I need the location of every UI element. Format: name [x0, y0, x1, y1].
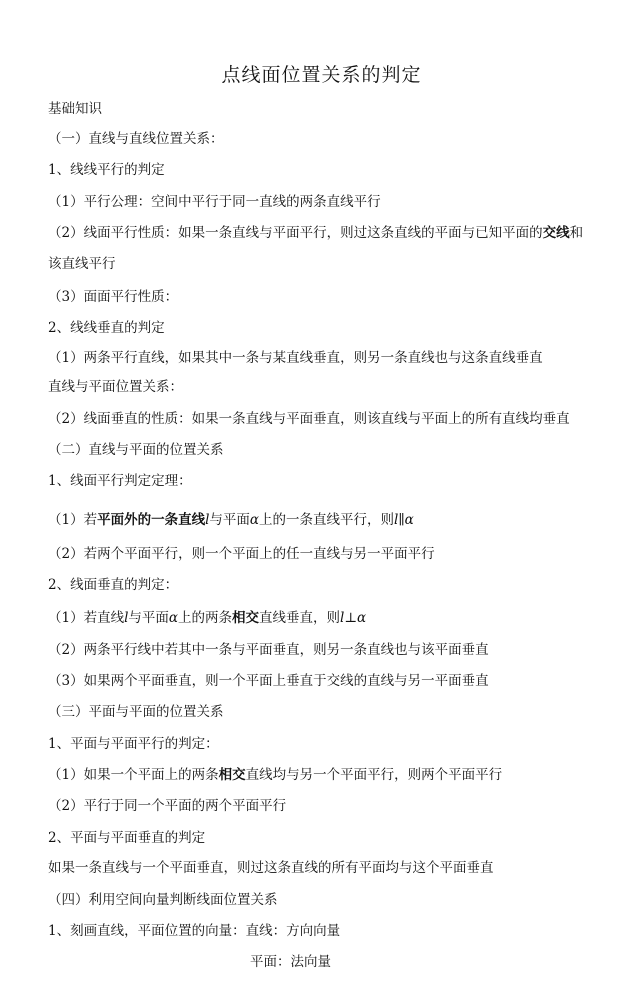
text-line — [48, 441, 224, 459]
text-segment: （一）直线与直线位置关系： — [48, 131, 224, 147]
text-segment: （2）若两个平面平行，则一个平面上的任一直线与另一平面平行 — [48, 546, 435, 562]
text-line — [48, 891, 278, 909]
text-segment: （2）两条平行线中若其中一条与平面垂直，则另一条直线也与该平面垂直 — [48, 642, 489, 658]
text-line — [48, 472, 192, 490]
bold-text: 相交 — [218, 767, 246, 783]
text-segment: 1、线面平行判定定理： — [48, 473, 192, 489]
math-symbol: α — [249, 512, 260, 528]
text-line — [48, 319, 165, 337]
text-segment: （1）若 — [48, 512, 98, 528]
text-line — [48, 922, 340, 940]
text-line — [48, 859, 494, 877]
text-segment: 基础知识 — [48, 101, 102, 117]
text-line — [48, 224, 583, 242]
text-line — [48, 829, 205, 847]
text-line — [48, 576, 178, 594]
text-line — [48, 288, 178, 306]
text-segment: 2、线面垂直的判定： — [48, 577, 179, 593]
math-symbol: l — [124, 610, 129, 626]
text-segment: （2）线面垂直的性质：如果一条直线与平面垂直，则该直线与平面上的所有直线均垂直 — [48, 411, 570, 427]
text-segment: 2、平面与平面垂直的判定 — [48, 830, 206, 846]
text-segment: 2、线线垂直的判定 — [48, 320, 165, 336]
text-line — [48, 349, 543, 367]
text-segment: 上的一条直线平行，则 — [259, 512, 395, 528]
text-segment: （1）如果一个平面上的两条 — [48, 767, 219, 783]
text-line — [48, 193, 381, 211]
text-line — [48, 672, 489, 690]
text-line — [48, 797, 286, 815]
text-line — [48, 735, 219, 753]
text-segment: 直线与平面位置关系： — [48, 379, 183, 395]
text-line — [250, 953, 331, 971]
text-segment: （3）如果两个平面垂直，则一个平面上垂直于交线的直线与另一平面垂直 — [48, 673, 489, 689]
text-segment: 与平面 — [128, 610, 169, 626]
text-segment: （三）平面与平面的位置关系 — [48, 704, 224, 720]
text-segment: （3）面面平行性质： — [48, 289, 179, 305]
text-segment: 上的两条 — [178, 610, 233, 626]
text-segment: （1）若直线 — [48, 610, 125, 626]
text-segment: 该直线平行 — [48, 256, 116, 272]
math-symbol: α — [168, 610, 179, 626]
math-symbol: l∥α — [394, 512, 414, 528]
text-segment: （四）利用空间向量判断线面位置关系 — [48, 892, 278, 908]
text-line — [48, 545, 435, 563]
text-line — [48, 100, 102, 118]
text-line — [48, 130, 224, 148]
text-line — [48, 766, 502, 784]
bold-text: 平面外的一条直线 — [97, 512, 206, 528]
math-symbol: l — [205, 512, 210, 528]
text-segment: （2）线面平行性质：如果一条直线与平面平行，则过这条直线的平面与已知平面的 — [48, 225, 543, 241]
text-line — [48, 609, 366, 627]
text-segment: 1、平面与平面平行的判定： — [48, 736, 219, 752]
math-symbol: l⊥α — [340, 610, 367, 626]
text-segment: （1）平行公理：空间中平行于同一直线的两条直线平行 — [48, 194, 381, 210]
text-line — [48, 703, 224, 721]
text-segment: （1）两条平行直线，如果其中一条与某直线垂直，则另一条直线也与这条直线垂直 — [48, 350, 543, 366]
bold-text: 相交 — [232, 610, 260, 626]
text-segment: （二）直线与平面的位置关系 — [48, 442, 224, 458]
text-segment: 直线均与另一个平面平行，则两个平面平行 — [245, 767, 503, 783]
text-line — [48, 161, 165, 179]
text-segment: 1、刻画直线，平面位置的向量：直线：方向向量 — [48, 923, 341, 939]
text-segment: 与平面 — [209, 512, 250, 528]
text-segment: 和 — [569, 225, 584, 241]
text-line — [48, 255, 116, 273]
text-segment: 平面：法向量 — [250, 954, 331, 970]
text-line — [48, 410, 570, 428]
text-segment: 直线垂直，则 — [259, 610, 341, 626]
text-line — [48, 641, 489, 659]
text-segment: 1、线线平行的判定 — [48, 162, 165, 178]
bold-text: 交线 — [542, 225, 570, 241]
text-line — [48, 511, 414, 529]
page-title: 点线面位置关系的判定 — [221, 64, 422, 86]
text-segment: （2）平行于同一个平面的两个平面平行 — [48, 798, 287, 814]
text-line — [48, 378, 183, 396]
text-segment: 如果一条直线与一个平面垂直，则过这条直线的所有平面均与这个平面垂直 — [48, 860, 494, 876]
